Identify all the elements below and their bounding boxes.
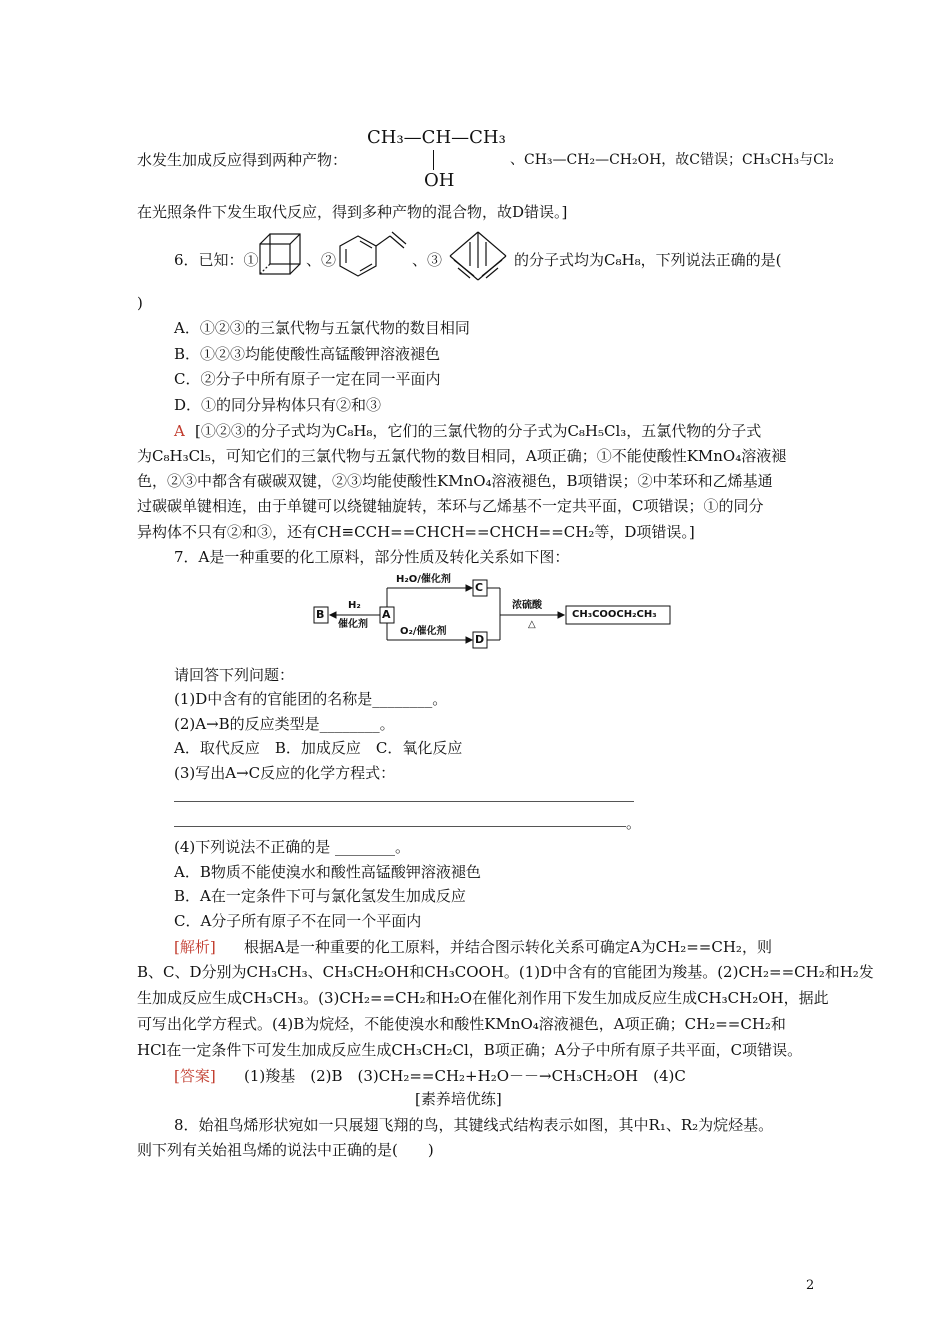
q7-analysis-line: 根据A是一种重要的化工原料，并结合图示转化关系可确定A为CH₂==CH₂，则 [244,938,772,956]
diagram-node-c: C [475,581,484,594]
diagram-product: CH₃COOCH₂CH₃ [572,609,657,620]
diagram-node-a: A [382,608,391,621]
q6-option-b: B．①②③均能使酸性高锰酸钾溶液褪色 [174,345,441,363]
q7-analysis-line: B、C、D分别为CH₃CH₃、CH₃CH₂OH和CH₃COOH。(1)D中含有的官能团为羧基。(2)CH₂==CH₂和H₂发 [137,963,874,981]
diagram-label-h2o-catalyst: H₂O/催化剂 [396,574,451,585]
q7-analysis-line: 生加成反应生成CH₃CH₃。(3)CH₂==CH₂和H₂O在催化剂作用下发生加成反应生成CH₃CH₂OH，据此 [137,989,829,1007]
q7-sub1: (1)D中含有的官能团的名称是________。 [174,690,448,708]
q7-prompt: 请回答下列问题： [174,666,295,684]
struct-formula-oh: OH [424,170,455,191]
answer-blank-line [174,826,626,827]
q7-sub4-option-a: A．B物质不能使溴水和酸性高锰酸钾溶液褪色 [174,863,481,881]
q6-analysis-line: 为C₈H₃Cl₅，可知它们的三氯代物与五氯代物的数目相同，A项正确；①不能使酸性KMnO₄溶液褪 [137,447,787,465]
q7-sub4-option-b: B．A在一定条件下可与氯化氢发生加成反应 [174,887,466,905]
q6-analysis-line: 过碳碳单键相连，由于单键可以绕键轴旋转，苯环与乙烯基不一定共平面，C项错误；①的同分 [137,497,764,515]
top-line1-pre: 水发生加成反应得到两种产物： [137,151,348,169]
answer-blank-end: 。 [626,814,642,832]
q6-stem-d: 的分子式均为C₈H₈，下列说法正确的是( [514,251,782,269]
q6-answer-letter: A [174,422,185,440]
q6-analysis-line: [①②③的分子式均为C₈H₈，它们的三氯代物的分子式为C₈H₅Cl₃，五氯代物的分子式 [195,422,762,440]
q7-stem: 7．A是一种重要的化工原料，部分性质及转化关系如下图： [174,548,570,566]
q6-analysis-line: 异构体不只有②和③，还有CH≡CCH==CHCH==CHCH==CH₂等，D项错误。] [137,523,695,541]
top-line2: 在光照条件下发生取代反应，得到多种产物的混合物，故D错误。] [137,203,568,221]
q6-stem-close: ) [137,294,143,312]
top-line1-post: 、CH₃—CH₂—CH₂OH，故C错误；CH₃CH₃与Cl₂ [510,152,834,168]
q6-stem-c: 、③ [412,251,443,269]
q7-analysis-label: [解析] [174,938,216,956]
section-title: [素养培优练] [415,1090,502,1108]
diagram-node-d: D [475,633,485,646]
q7-sub4: (4)下列说法不正确的是 ________。 [174,838,411,856]
struct-bond-vertical [433,150,434,170]
diagram-node-b: B [316,608,325,621]
diagram-label-h2: H₂ [348,600,361,611]
q6-option-a: A．①②③的三氯代物与五氯代物的数目相同 [174,319,470,337]
answer-blank-line [174,801,634,802]
q7-answer: (1)羧基 (2)B (3)CH₂==CH₂+H₂O－－→CH₃CH₂OH (4)C [244,1067,686,1085]
q7-sub2: (2)A→B的反应类型是________。 [174,715,395,733]
q7-analysis-line: 可写出化学方程式。(4)B为烷烃，不能使溴水和酸性KMnO₄溶液褪色，A项正确；CH₂==CH₂和 [137,1015,786,1033]
q7-sub2-options: A．取代反应 B．加成反应 C．氧化反应 [174,739,463,757]
styrene-structure [336,228,408,286]
barrelene-structure [444,228,512,284]
q6-stem-a: 6．已知：① [174,251,259,269]
q7-reaction-diagram [300,570,680,652]
q7-analysis-line: HCl在一定条件下可发生加成反应生成CH₃CH₂Cl，B项正确；A分子中所有原子共平面，C项错误。 [137,1041,803,1059]
diagram-label-o2-catalyst: O₂/催化剂 [400,626,447,637]
q6-stem-b: 、② [306,251,337,269]
q8-line1: 8．始祖鸟烯形状宛如一只展翅飞翔的鸟，其键线式结构表示如图，其中R₁、R₂为烷烃基。 [174,1116,774,1134]
q8-line2: 则下列有关始祖鸟烯的说法中正确的是( ) [137,1141,434,1159]
q7-sub4-option-c: C．A分子所有原子不在同一个平面内 [174,912,422,930]
q6-analysis-line: 色，②③中都含有碳碳双键，②③均能使酸性KMnO₄溶液褪色，B项错误；②中苯环和乙烯基通 [137,472,773,490]
diagram-label-heat: △ [528,619,536,630]
q6-option-c: C．②分子中所有原子一定在同一平面内 [174,370,441,388]
diagram-label-catalyst: 催化剂 [338,619,368,630]
q6-option-d: D．①的同分异构体只有②和③ [174,396,382,414]
struct-formula-top: CH₃—CH—CH₃ [367,127,506,148]
q7-sub3: (3)写出A→C反应的化学方程式： [174,764,396,782]
page-number: 2 [806,1278,815,1293]
cubane-structure [256,230,304,278]
q7-answer-label: [答案] [174,1067,216,1085]
diagram-label-conc-acid: 浓硫酸 [512,600,542,611]
